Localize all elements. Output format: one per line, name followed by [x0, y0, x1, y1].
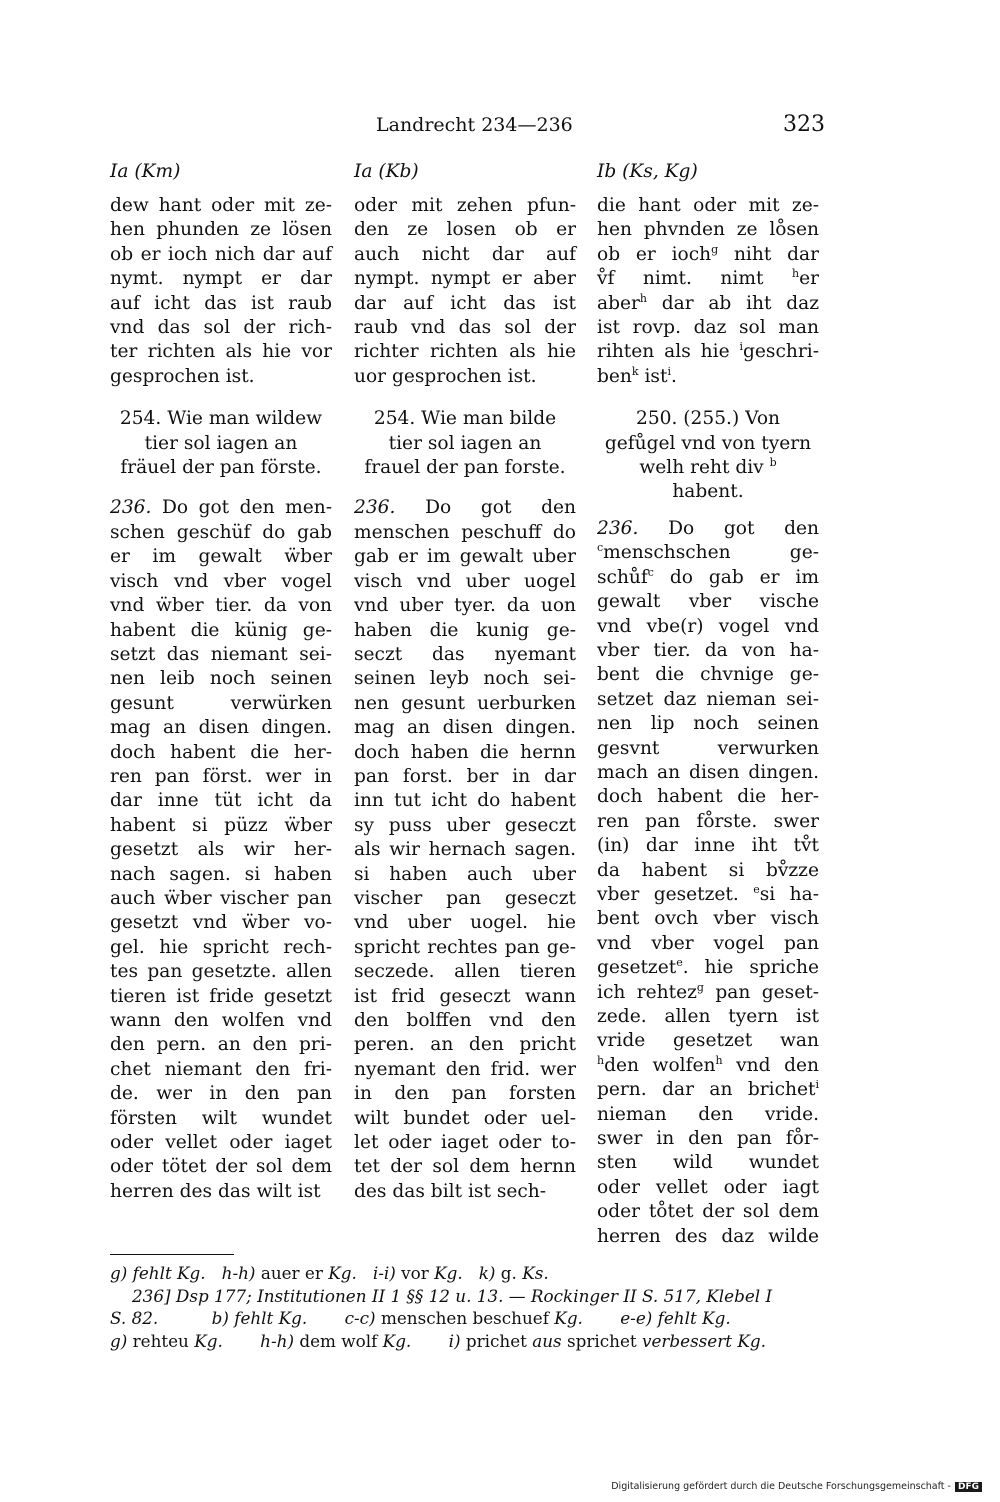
footnote-rule [110, 1254, 234, 1255]
text-line: des das bilt ist sech- [354, 1180, 547, 1202]
footer-credit: Digitalisierung gefördert durch die Deutsche Forschungsgemeinschaft - DFG [611, 1481, 982, 1492]
text-line: ter richten als hie vor [110, 341, 332, 363]
column-ia-km [110, 160, 332, 1204]
chapter-heading: 250. (255.) Von gefůgel vnd von tyern welh reht div $^b$ habent. [604, 408, 812, 503]
text-line: tet der sol dem hernn [354, 1156, 576, 1178]
text-line: menschen peschuff do [354, 521, 576, 543]
text-line: haben die kunig ge- [354, 619, 576, 641]
text-line: dar auf icht das ist [354, 292, 576, 314]
text-line: in den pan forsten [354, 1083, 576, 1105]
text-line: let oder iaget oder to- [354, 1132, 576, 1154]
text-line: den bolffen vnd den [354, 1010, 576, 1031]
text-line: ob er ioch nich dar auf [110, 243, 332, 265]
text-line: vnd das sol der rich- [110, 317, 332, 339]
text-line: raub vnd das sol der [354, 317, 576, 339]
text-line: oder tötet der sol dem [110, 1156, 332, 1178]
text-line: mag an disen dingen. [110, 717, 332, 739]
column-siglum: Ib (Ks, Kg) [597, 161, 698, 182]
text-line: seinen leyb noch sei- [354, 668, 576, 690]
running-head: Landrecht 234—236 [376, 114, 573, 136]
text-line: habent die künig ge- [110, 619, 332, 641]
text-line: vnd ẅber tier. da von [110, 595, 332, 617]
text-line: dew hant oder mit ze- [110, 195, 332, 216]
page-number: 323 [783, 112, 825, 137]
text-line: ist frid geseczt wann [354, 985, 576, 1007]
text-line: 236. Do got den [354, 497, 576, 519]
text-line: nymt. nympt er dar [110, 268, 332, 290]
text-line: auf icht das ist raub [110, 292, 332, 314]
text-line: uor gesprochen ist. [354, 365, 537, 387]
text-line: 254. Wie man bilde [373, 408, 557, 430]
paragraph-236 [354, 496, 576, 1204]
paragraph-236: 236. Do got den $^c$menschschen ge- schůf$^c$ do gab er im gewalt vber vische vnd vbe(r) vogel vnd vber tier. da von ha- bent die chvnige ge- setzet daz nieman sei- nen lip noch seinen gesvnt verwurken mach an disen dingen. doch habent die her- ren pan fo̊rste. swer (in) dar inne iht tv̊t da habent si bv̊zze vber gesetzet. $^e$si ha- bent ovch vber visch vnd vber vogel pan gesetzet$^e$. hie spriche ich rehtez$^g$ pan geset- zede. allen tyern ist vride gesetzet wan $^h$den wolfen$^h$ vnd den pern. dar an brichet$^i$ nieman den vride. swer in den pan fo̊r- sten wild wundet oder vellet oder iagt oder to̊tet der sol dem herren des daz wilde [597, 517, 819, 1247]
text-line: wilt bundet oder uel- [354, 1107, 576, 1129]
column-siglum: Ia (Km) [110, 161, 181, 182]
text-line: försten wilt wundet [110, 1107, 332, 1129]
text-line: tier sol iagen an [144, 432, 298, 454]
text-line: doch habent die her- [110, 741, 332, 763]
text-line: vnd uber tyer. da uon [354, 595, 576, 617]
chapter-heading [110, 407, 332, 480]
text-line: doch haben die hernn [354, 741, 576, 763]
text-line: setzt das niemant sei- [110, 643, 332, 665]
footnotes [110, 1262, 820, 1352]
text-line: tier sol iagen an [388, 432, 542, 454]
text-line: sy puss uber geseczt [354, 814, 576, 836]
text-line: si haben auch uber [354, 863, 576, 885]
column-ib-ks-kg [597, 160, 819, 1249]
text-line: fräuel der pan förste. [120, 457, 322, 479]
text-line: den pern. an den pri- [110, 1034, 332, 1056]
text-line: nyemant den frid. wer [354, 1058, 576, 1080]
text-line: herren des das wilt ist [110, 1180, 321, 1202]
text-line: seczt das nyemant [354, 643, 576, 665]
chapter-heading [354, 407, 576, 480]
text-line: gab er im gewalt uber [354, 546, 576, 568]
column-siglum: Ia (Kb) [354, 161, 419, 182]
footnote-line-2: 236] Dsp 177; Institutionen II 1 §§ 12 u. 13. — Rockinger II S. 517, Klebel I [132, 1285, 773, 1306]
text-line: gesunt verwürken [110, 692, 332, 714]
text-line: de. wer in den pan [110, 1083, 332, 1105]
text-line: nen gesunt uerburken [354, 692, 576, 714]
paragraph-1 [110, 194, 332, 389]
footnote-line-3: S. 82. b) fehlt Kg. c-c) menschen beschuef Kg. e-e) fehlt Kg. [110, 1308, 731, 1329]
text-line: visch vnd vber vogel [110, 570, 332, 592]
text-line: hen phunden ze lösen [110, 219, 332, 241]
text-line: oder vellet oder iaget [110, 1132, 332, 1154]
text-line: auch nicht dar auf [354, 243, 576, 265]
text-line: schen geschüf do gab [110, 521, 332, 543]
text-line: oder mit zehen pfun- [354, 195, 576, 216]
text-line: gesetzt als wir her- [110, 839, 332, 861]
text-line: 236. Do got den men- [110, 497, 332, 519]
column-ia-kb [354, 160, 576, 1204]
text-line: frauel der pan forste. [364, 457, 566, 479]
text-line: visch vnd uber uogel [354, 570, 576, 592]
text-line: spricht rechtes pan ge- [354, 936, 576, 958]
paragraph-236 [110, 496, 332, 1204]
text-line: pan forst. ber in dar [354, 765, 576, 787]
text-line: ren pan först. wer in [110, 765, 332, 787]
text-line: nach sagen. si haben [110, 863, 332, 885]
text-line: seczede. allen tieren [354, 961, 576, 983]
text-line: nympt. nympt er aber [354, 268, 576, 290]
text-line: 254. Wie man wildew [119, 408, 323, 430]
text-line: dar inne tüt icht da [110, 790, 332, 812]
text-line: inn tut icht do habent [354, 790, 576, 812]
text-line: vischer pan geseczt [354, 887, 576, 909]
paragraph-1: die hant oder mit ze- hen phvnden ze lo̊sen ob er ioch$^g$ niht dar v̊f nimt. nimt $^h$er aber$^h$ dar ab iht daz ist rovp. daz sol man rihten als hie $^i$geschri- ben$^k$ ist$^i$. [597, 195, 819, 387]
footnote-line-4: g) rehteu Kg. h-h) dem wolf Kg. i) prichet aus sprichet verbessert Kg. [110, 1330, 766, 1351]
paragraph-1 [354, 194, 576, 389]
text-line: gesetzt vnd ẅber vo- [110, 912, 332, 934]
text-line: den ze losen ob er [354, 219, 576, 241]
text-line: vnd uber uogel. hie [354, 912, 576, 934]
text-line: tieren ist fride gesetzt [110, 985, 332, 1007]
text-line: peren. an den pricht [354, 1034, 576, 1056]
text-line: habent si püzz ẅber [110, 814, 332, 836]
dfg-logo: DFG [955, 1482, 982, 1492]
text-line: gesprochen ist. [110, 365, 255, 387]
footnote-line-1: g) fehlt Kg. h-h) auer er Kg. i-i) vor Kg. k) g. Ks. [110, 1263, 549, 1283]
text-line: gel. hie spricht rech- [110, 936, 332, 958]
text-line: nen leib noch seinen [110, 668, 332, 690]
text-line: mag an disen dingen. [354, 717, 576, 739]
text-line: als wir hernach sagen. [354, 839, 576, 861]
text-line: auch ẅber vischer pan [110, 887, 332, 909]
text-line: richter richten als hie [354, 341, 576, 363]
text-line: er im gewalt ẅber [110, 546, 332, 568]
text-line: chet niemant den fri- [110, 1058, 332, 1080]
text-line: tes pan gesetzte. allen [110, 961, 332, 983]
text-line: wann den wolfen vnd [110, 1010, 332, 1031]
